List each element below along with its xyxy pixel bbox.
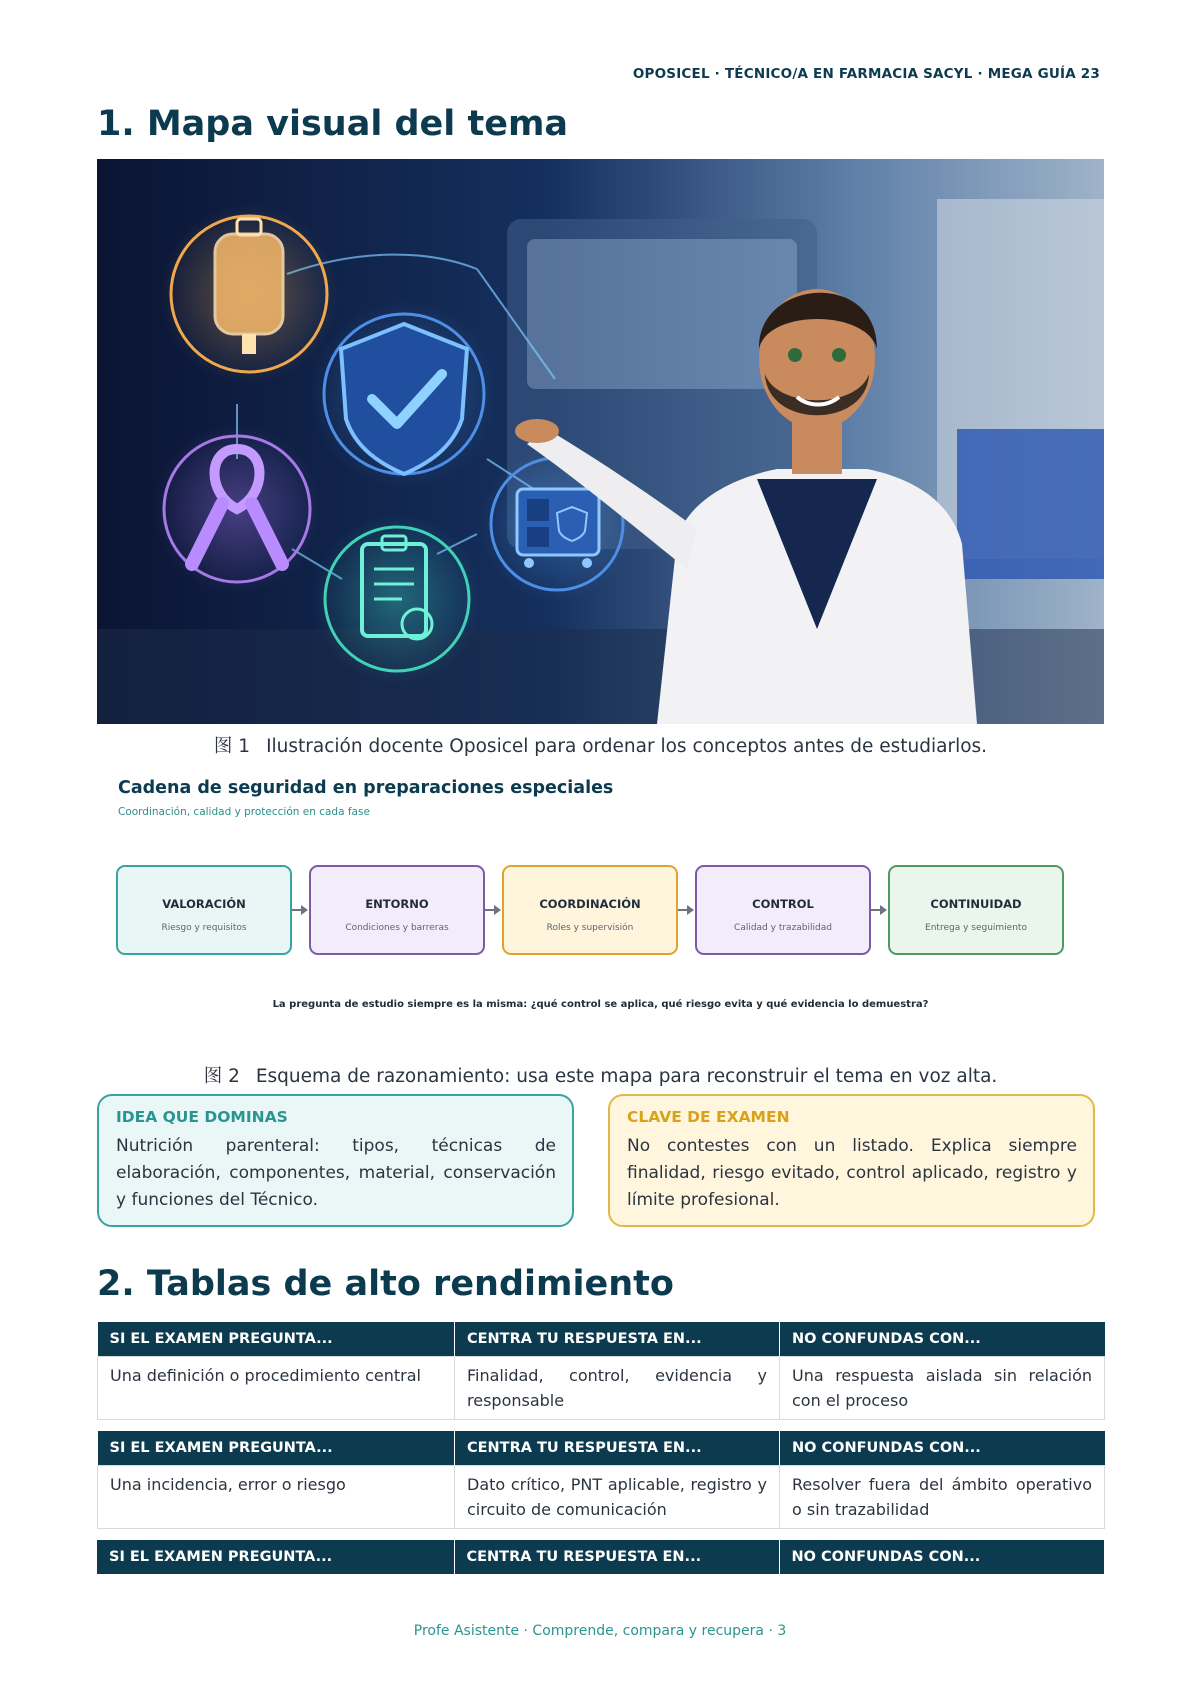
flow-step-subtitle: Riesgo y requisitos bbox=[161, 923, 247, 933]
column-header: SI EL EXAMEN PREGUNTA... bbox=[98, 1322, 455, 1356]
figure-2-number: 图 2 bbox=[203, 1066, 240, 1087]
table-cell: Una definición o procedimiento central bbox=[98, 1356, 455, 1419]
page-footer: Profe Asistente · Comprende, compara y recupera · 3 bbox=[413, 1623, 787, 1639]
flow-step-coordinacion bbox=[502, 865, 678, 955]
flow-step-subtitle: Entrega y seguimiento bbox=[925, 923, 1027, 933]
table-cell: Resolver fuera del ámbito operativo o sin trazabilidad bbox=[780, 1465, 1105, 1528]
figure-2-caption-text: Esquema de razonamiento: usa este mapa para reconstruir el tema en voz alta. bbox=[255, 1066, 998, 1087]
figure-1-caption bbox=[97, 732, 1104, 758]
table-header-row bbox=[97, 1540, 1104, 1574]
callout-body: No contestes con un listado. Explica siempre finalidad, riesgo evitado, control aplicado, registro y límite profesional. bbox=[627, 1136, 1077, 1210]
arrow-right-icon bbox=[292, 903, 309, 917]
table-header-row bbox=[98, 1431, 1105, 1465]
arrow-right-icon bbox=[678, 903, 695, 917]
teaching-illustration bbox=[97, 159, 1104, 724]
flow-steps bbox=[116, 865, 1064, 955]
callout-idea-que-dominas bbox=[97, 1094, 574, 1227]
arrow-right-icon bbox=[871, 903, 888, 917]
column-header: CENTRA TU RESPUESTA EN... bbox=[454, 1540, 779, 1574]
callout-clave-de-examen bbox=[608, 1094, 1095, 1227]
table-cell: Una incidencia, error o riesgo bbox=[98, 1465, 455, 1528]
flow-step-title: VALORACIÓN bbox=[162, 897, 246, 911]
transport-cart-icon bbox=[479, 446, 635, 602]
flow-step-title: ENTORNO bbox=[365, 897, 429, 911]
flow-step-continuidad bbox=[888, 865, 1064, 955]
exam-table-2 bbox=[97, 1431, 1105, 1529]
flow-step-control bbox=[695, 865, 871, 955]
flow-step-entorno bbox=[309, 865, 485, 955]
flow-step-title: COORDINACIÓN bbox=[539, 897, 641, 911]
arrow-right-icon bbox=[485, 903, 502, 917]
flow-step-title: CONTINUIDAD bbox=[930, 897, 1022, 911]
exam-table-1 bbox=[97, 1322, 1105, 1420]
table-cell: Dato crítico, PNT aplicable, registro y circuito de comunicación bbox=[455, 1465, 780, 1528]
awareness-ribbon-icon bbox=[152, 424, 322, 594]
table-row bbox=[98, 1465, 1105, 1528]
figure-1-number: 图 1 bbox=[213, 736, 251, 757]
flow-title: Cadena de seguridad en preparaciones especiales bbox=[118, 778, 614, 798]
column-header: NO CONFUNDAS CON... bbox=[780, 1322, 1105, 1356]
column-header: SI EL EXAMEN PREGUNTA... bbox=[97, 1540, 454, 1574]
flow-subtitle: Coordinación, calidad y protección en cada fase bbox=[118, 806, 370, 818]
section-title-tablas: 2. Tablas de alto rendimiento bbox=[97, 1264, 674, 1304]
column-header: CENTRA TU RESPUESTA EN... bbox=[455, 1431, 780, 1465]
table-cell: Finalidad, control, evidencia y responsable bbox=[455, 1356, 780, 1419]
flow-step-valoracion bbox=[116, 865, 292, 955]
running-header: OPOSICEL · TÉCNICO/A EN FARMACIA SACYL · MEGA GUÍA 23 bbox=[632, 66, 1100, 82]
iv-bag-icon bbox=[159, 204, 339, 384]
exam-table-3 bbox=[97, 1540, 1104, 1574]
callout-title: CLAVE DE EXAMEN bbox=[627, 1108, 790, 1126]
table-cell: Una respuesta aislada sin relación con el proceso bbox=[780, 1356, 1105, 1419]
column-header: NO CONFUNDAS CON... bbox=[779, 1540, 1104, 1574]
figure-2-caption bbox=[97, 1062, 1104, 1088]
table-header-row bbox=[98, 1322, 1105, 1356]
column-header: SI EL EXAMEN PREGUNTA... bbox=[98, 1431, 455, 1465]
clipboard-certificate-icon bbox=[312, 514, 482, 684]
table-row bbox=[98, 1356, 1105, 1419]
shield-check-icon bbox=[309, 299, 499, 489]
callout-title: IDEA QUE DOMINAS bbox=[116, 1108, 288, 1126]
section-title-mapa-visual: 1. Mapa visual del tema bbox=[97, 104, 569, 144]
flow-study-question: La pregunta de estudio siempre es la misma: ¿qué control se aplica, qué riesgo evita y qué evidencia lo demuestra? bbox=[272, 999, 929, 1010]
callout-body: Nutrición parenteral: tipos, técnicas de elaboración, componentes, material, conservación y funciones del Técnico. bbox=[116, 1136, 556, 1210]
flow-step-subtitle: Calidad y trazabilidad bbox=[734, 923, 832, 933]
flow-step-subtitle: Roles y supervisión bbox=[546, 923, 634, 933]
column-header: CENTRA TU RESPUESTA EN... bbox=[455, 1322, 780, 1356]
flow-step-subtitle: Condiciones y barreras bbox=[345, 923, 449, 933]
column-header: NO CONFUNDAS CON... bbox=[780, 1431, 1105, 1465]
figure-1-caption-text: Ilustración docente Oposicel para ordenar los conceptos antes de estudiarlos. bbox=[266, 736, 988, 757]
flow-step-title: CONTROL bbox=[752, 897, 814, 911]
illustration-scene bbox=[97, 159, 1104, 724]
